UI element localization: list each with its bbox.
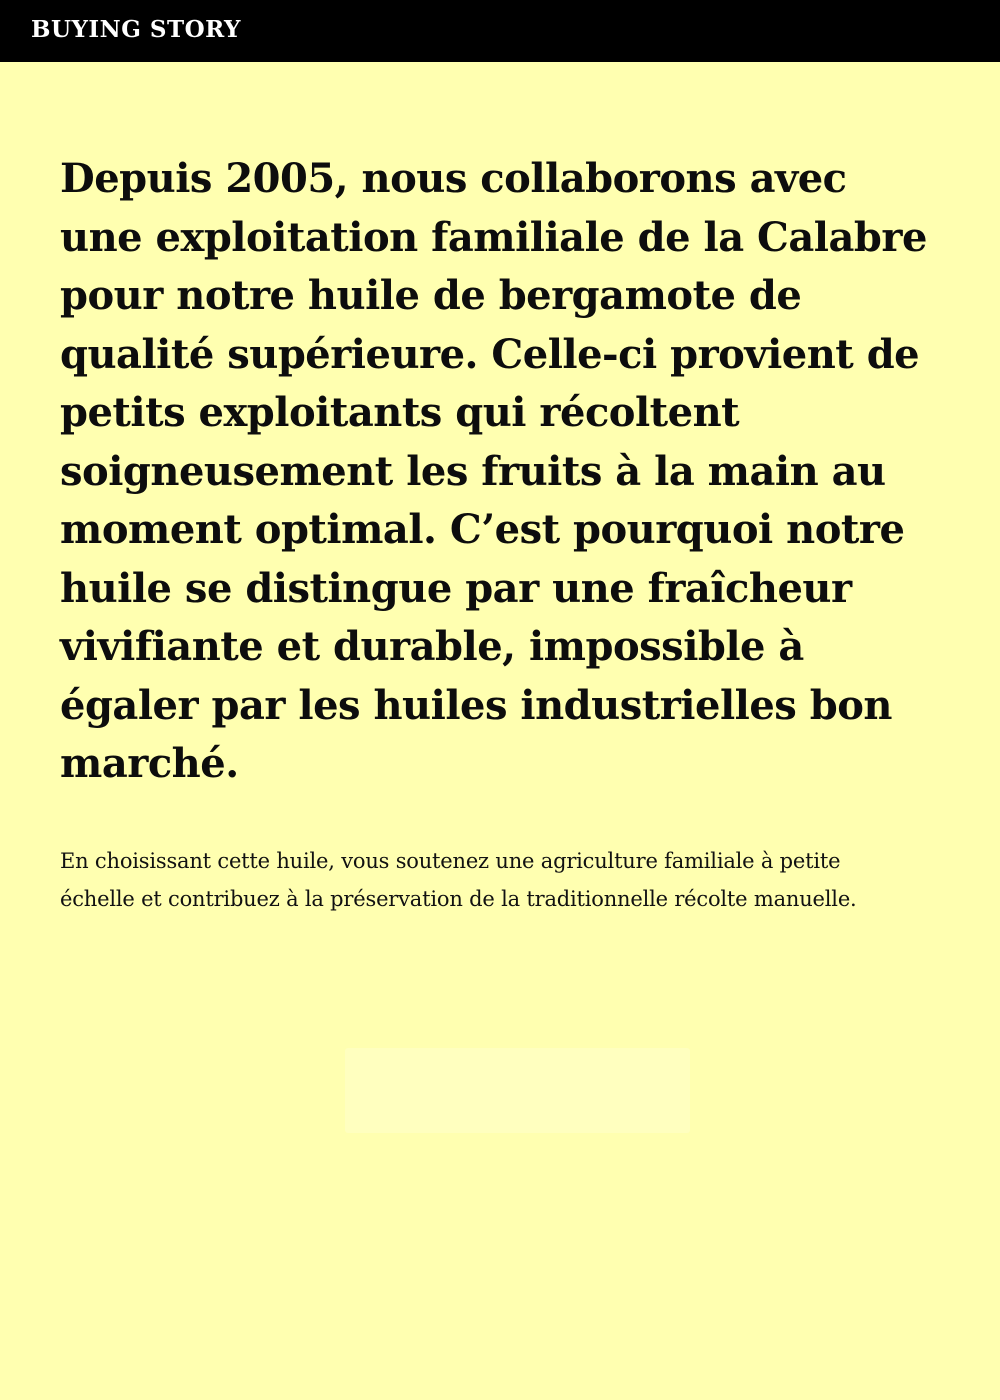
section-label: BUYING STORY bbox=[31, 16, 241, 43]
story-body-text: En choisissant cette huile, vous soutenez une agriculture familiale à petite échelle et contribuez à la préservation de la traditionnelle récolte manuelle. bbox=[60, 849, 857, 911]
header-bar bbox=[0, 0, 1000, 62]
image-placeholder bbox=[345, 1048, 690, 1133]
story-headline: Depuis 2005, nous collaborons avec une exploitation familiale de la Calabre pour notre huile de bergamote de qualité supérieure. Celle-ci provient de petits exploitants qui récoltent soigneusement les fruits à la main au moment optimal. C’est pourquoi notre huile se distingue par une fraîcheur vivifiante et durable, impossible à égaler par les huiles industrielles bon marché. bbox=[60, 155, 927, 787]
